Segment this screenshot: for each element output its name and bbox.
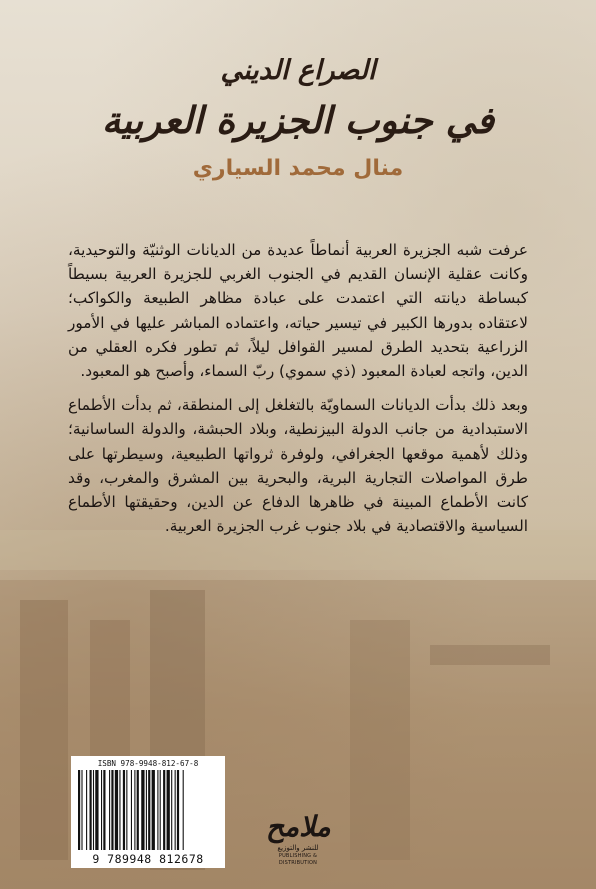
barcode-bar	[183, 770, 184, 850]
barcode-bar	[141, 770, 144, 850]
blurb-paragraph-2: وبعد ذلك بدأت الديانات السماويّة بالتغلغل إلى المنطقة، ثم بدأت الأطماع الاستبدادية من جانب الدولة البيزنطية، وبلاد الحبشة، والدولة الساسانية؛ وذلك لأهمية موقعها الجغرافي، ولوفرة ثرواتها الطبيعية، وسيطرتها على طرق المواصلات التجارية البرية، والبحرية بين المشرق والمغرب، وقد كانت الأطماع المبينة في ظاهرها الدفاع عن الدين، وحقيقتها الأطماع السياسية والاقتصادية في بلاد جنوب غرب الجزيرة العربية.	[68, 396, 528, 536]
barcode-bar	[90, 770, 92, 850]
author-name: منال محمد السياري	[192, 156, 404, 181]
book-title-line1: الصراع الديني	[220, 55, 376, 86]
barcode-bar	[81, 770, 82, 850]
barcode-bar	[78, 770, 80, 850]
barcode-bar	[175, 770, 176, 850]
barcode-bar	[157, 770, 158, 850]
barcode-bar	[137, 770, 139, 850]
barcode-bar	[93, 770, 94, 850]
barcode-bar	[101, 770, 102, 850]
blurb-paragraph-1: عرفت شبه الجزيرة العربية أنماطاً عديدة من الديانات الوثنيّة والتوحيدية، وكانت عقلية الإنسان القديم في الجنوب الغربي للجزيرة العربية بسيطاً كبساطة ديانته التي اعتمدت على عبادة مظاهر الطبيعة والكواكب؛ لاعتقاده بدورها الكبير في تيسير حياته، واعتماده المباشر عليها في الأمور الزراعية بتحديد الطرق لمسير القوافل ليلاً، ثم تطور فكره العقلي من الدين، واتجه لعبادة المعبود (ذي سموي) ربّ السماء، وأصبح هو المعبود.	[68, 241, 528, 381]
book-title-line2: في جنوب الجزيرة العربية	[101, 98, 495, 142]
barcode-bar	[148, 770, 150, 850]
barcode-number: 9 789948 812678	[92, 852, 204, 866]
isbn-barcode	[71, 756, 225, 868]
barcode-bars	[78, 770, 218, 850]
barcode-bar	[160, 770, 161, 850]
barcode-bar	[131, 770, 132, 850]
barcode-bar	[115, 770, 118, 850]
barcode-bar	[134, 770, 135, 850]
barcode-bar	[171, 770, 172, 850]
barcode-bar	[146, 770, 147, 850]
publisher-logo	[266, 810, 330, 876]
barcode-bar	[177, 770, 179, 850]
barcode-bar	[103, 770, 105, 850]
title-block	[0, 55, 596, 181]
publisher-english-line: PUBLISHING & DISTRIBUTION	[278, 853, 318, 866]
barcode-bar	[119, 770, 120, 850]
barcode-bar	[123, 770, 125, 850]
barcode-bar	[86, 770, 87, 850]
barcode-bar	[126, 770, 127, 850]
barcode-bar	[167, 770, 170, 850]
barcode-bar	[109, 770, 110, 850]
barcode-bar	[95, 770, 98, 850]
back-cover-blurb	[68, 238, 528, 538]
barcode-bar	[163, 770, 165, 850]
publisher-arabic-line: للنشر والتوزيع	[277, 844, 319, 852]
barcode-bar	[152, 770, 155, 850]
isbn-label: ISBN 978-9948-812-67-8	[97, 759, 199, 768]
barcode-bar	[111, 770, 113, 850]
publisher-mark: ملامح	[266, 810, 331, 843]
